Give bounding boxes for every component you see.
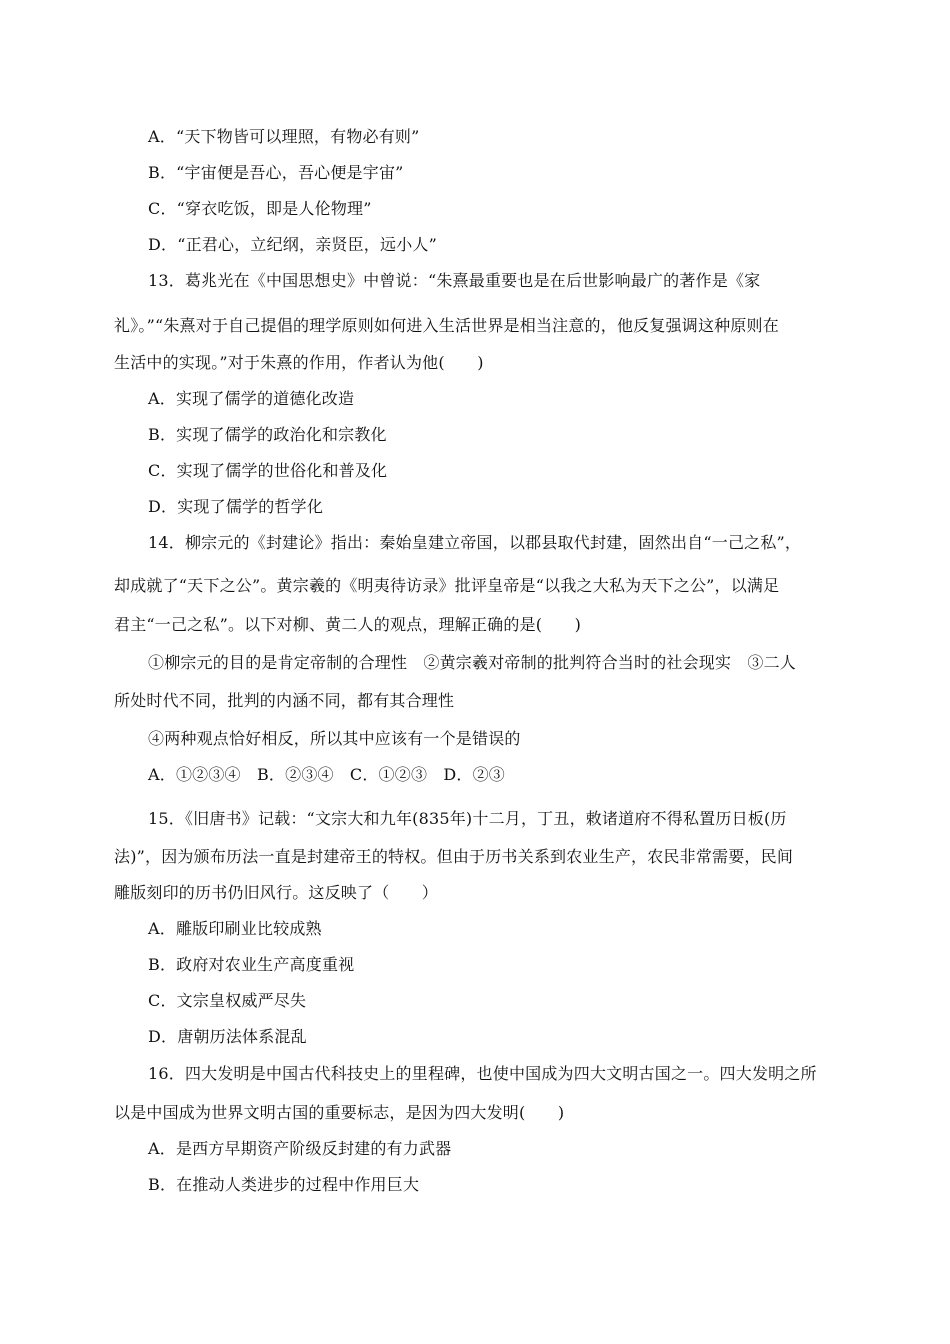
- q12-option-c: C．“穿衣吃饭，即是人伦物理”: [148, 199, 372, 218]
- q14-stem-line-3: 君主“一己之私”。以下对柳、黄二人的观点，理解正确的是( ): [114, 615, 582, 634]
- q14-stem-line-2: 却成就了“天下之公”。黄宗羲的《明夷待访录》批评皇帝是“以我之大私为天下之公”，以满足: [114, 576, 780, 595]
- q14-stem-line-1: 14．柳宗元的《封建论》指出：秦始皇建立帝国，以郡县取代封建，固然出自“一己之私”，: [148, 533, 802, 552]
- q14-options: A．①②③④ B．②③④ C．①②③ D．②③: [148, 765, 505, 784]
- q13-option-a: A．实现了儒学的道德化改造: [148, 389, 355, 408]
- q12-option-d: D．“正君心，立纪纲，亲贤臣，远小人”: [148, 235, 437, 254]
- q14-statement-line-1: ①柳宗元的目的是肯定帝制的合理性 ②黄宗羲对帝制的批判符合当时的社会现实 ③二人: [148, 653, 797, 672]
- q13-option-d: D．实现了儒学的哲学化: [148, 497, 324, 516]
- q13-option-c: C．实现了儒学的世俗化和普及化: [148, 461, 388, 480]
- q12-option-a: A．“天下物皆可以理照，有物必有则”: [148, 127, 420, 146]
- q13-stem-line-2: 礼》。”“朱熹对于自己提倡的理学原则如何进入生活世界是相当注意的，他反复强调这种原则在: [114, 316, 779, 335]
- q16-option-a: A．是西方早期资产阶级反封建的有力武器: [148, 1139, 452, 1158]
- q16-option-b: B．在推动人类进步的过程中作用巨大: [148, 1175, 420, 1194]
- q15-option-c: C．文宗皇权威严尽失: [148, 991, 307, 1010]
- q15-option-d: D．唐朝历法体系混乱: [148, 1027, 307, 1046]
- q14-statement-line-3: ④两种观点恰好相反，所以其中应该有一个是错误的: [148, 729, 521, 748]
- q13-stem-line-1: 13．葛兆光在《中国思想史》中曾说：“朱熹最重要也是在后世影响最广的著作是《家: [148, 271, 761, 290]
- q13-option-b: B．实现了儒学的政治化和宗教化: [148, 425, 387, 444]
- q15-option-b: B．政府对农业生产高度重视: [148, 955, 355, 974]
- q13-stem-line-3: 生活中的实现。”对于朱熹的作用，作者认为他( ): [114, 353, 484, 372]
- q12-option-b: B．“宇宙便是吾心，吾心便是宇宙”: [148, 163, 404, 182]
- q16-stem-line-2: 以是中国成为世界文明古国的重要标志，是因为四大发明( ): [114, 1103, 565, 1122]
- q15-stem-line-3: 雕版刻印的历书仍旧风行。这反映了（ ）: [114, 883, 439, 902]
- q15-option-a: A．雕版印刷业比较成熟: [148, 919, 322, 938]
- q14-statement-line-2: 所处时代不同，批判的内涵不同，都有其合理性: [114, 691, 455, 710]
- q16-stem-line-1: 16．四大发明是中国古代科技史上的里程碑，也使中国成为四大文明古国之一。四大发明之所: [148, 1064, 817, 1083]
- q15-stem-line-1: 15．《旧唐书》记载：“文宗大和九年(835年)十二月，丁丑，敕诸道府不得私置历日板(历: [148, 809, 787, 828]
- q15-stem-line-2: 法)”，因为颁布历法一直是封建帝王的特权。但由于历书关系到农业生产，农民非常需要，民间: [114, 847, 794, 866]
